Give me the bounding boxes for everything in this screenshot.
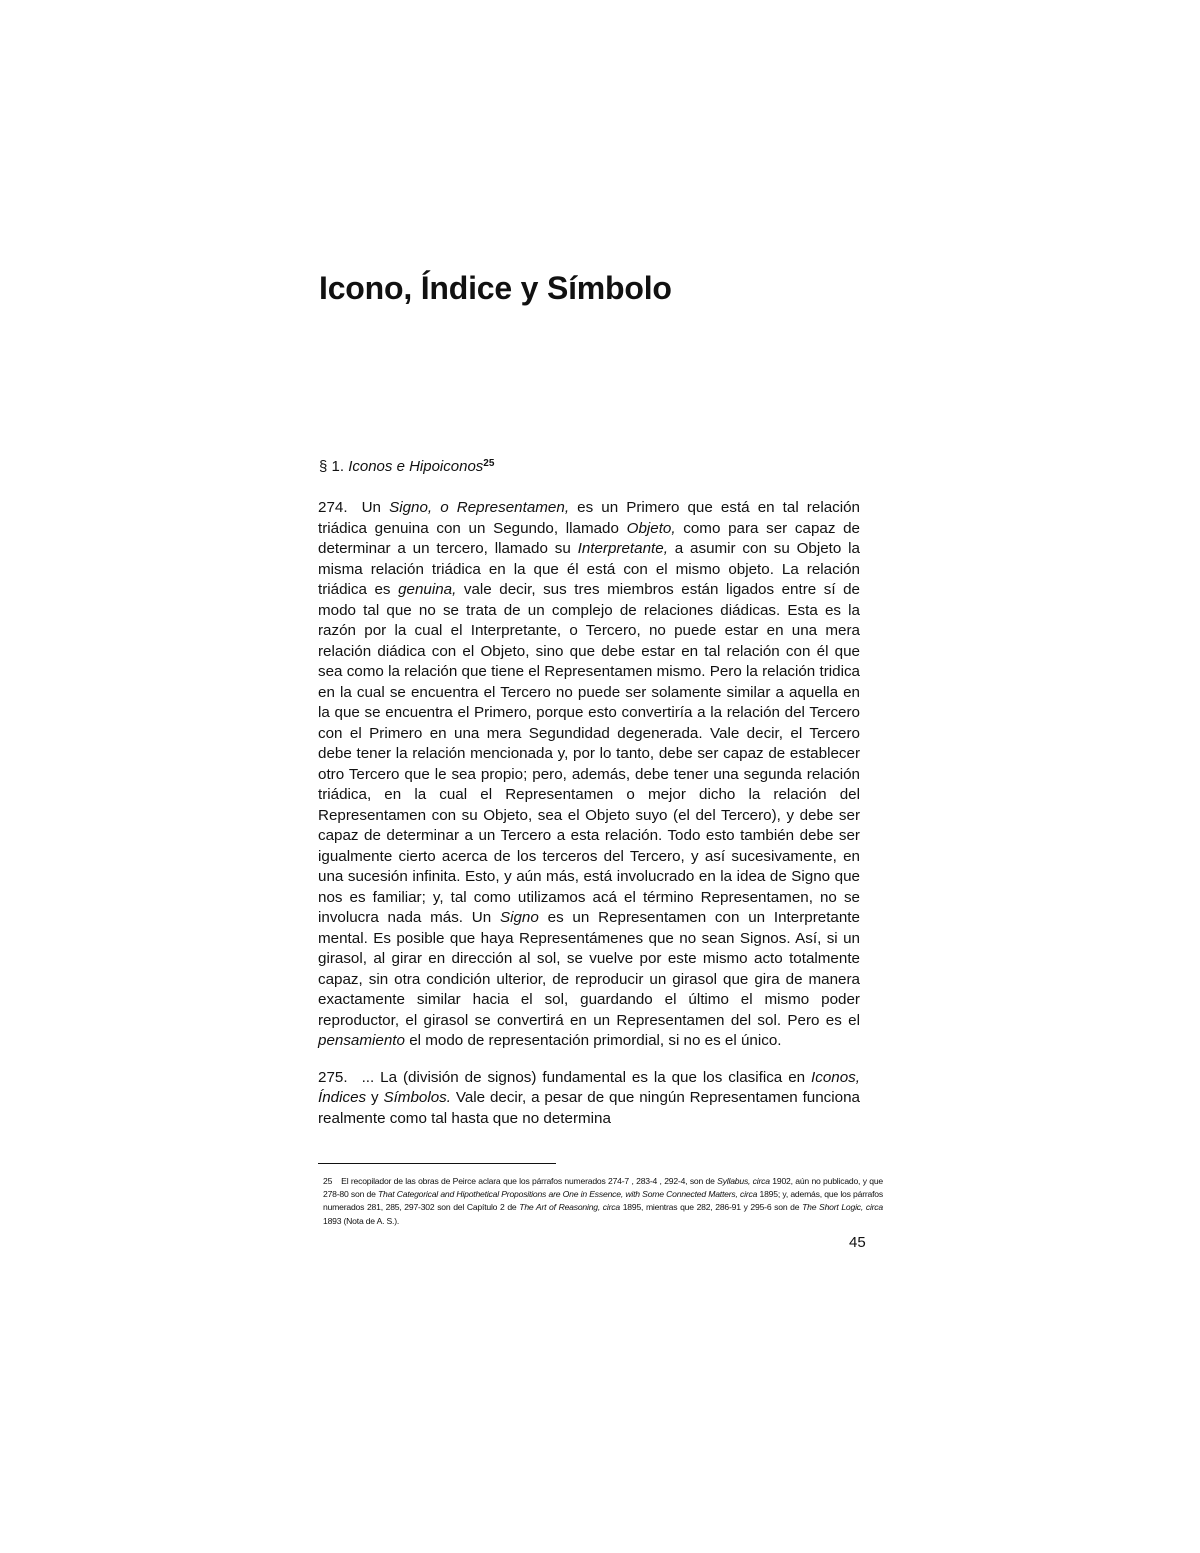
italic-text-run: Iconos, Índices: [318, 1068, 860, 1106]
paragraph-text: [318, 499, 860, 1049]
text-run: ... La (división de signos) fundamental es la que los clasifica en: [361, 1068, 812, 1086]
paragraph-number: 275.: [318, 1068, 348, 1086]
italic-text-run: The Art of Reasoning, circa: [519, 1202, 620, 1213]
text-run: a asumir con su Objeto la misma relación triádica en la que él está con el mismo objeto. La relación triádica es: [318, 540, 860, 598]
italic-text-run: Interpretante,: [577, 540, 668, 557]
paragraph-number: 274.: [318, 499, 348, 516]
text-run: El recopilador de las obras de Peirce aclara que los párrafos numerados 274-7 , 283-4 , 292-4, son de: [341, 1176, 718, 1186]
paragraph-274: [318, 498, 860, 1052]
page-number: 45: [849, 1234, 866, 1251]
text-run: Vale decir, a pesar de que ningún Representamen funciona realmente como tal hasta que no determina: [318, 1089, 860, 1127]
footnote: [323, 1175, 883, 1228]
italic-text-run: Objeto,: [626, 519, 676, 537]
italic-text-run: The Short Logic, circa: [802, 1202, 883, 1213]
text-run: 1895; y, además, que los párrafos numerados 281, 285, 297-302 son del Capítulo 2 de: [323, 1189, 883, 1213]
text-run: como para ser capaz de determinar a un tercero, llamado su: [318, 519, 860, 557]
section-title: Iconos e Hipoiconos: [348, 458, 484, 475]
paragraph-text: [318, 1069, 860, 1127]
italic-text-run: Syllabus, circa: [717, 1176, 770, 1186]
italic-text-run: genuina,: [398, 581, 457, 598]
text-run: vale decir, sus tres miembros están ligados entre sí de modo tal que no se trata de un complejo de relaciones diádicas. Esta es la razón por la cual el Interpretante, o Tercero, no puede estar en una mera relación diádica con el Objeto, sino que debe estar en tal relación con él que sea como la relación que tiene el Representamen mismo. Pero la relación tridica en la cual se encuentra el Tercero no puede ser solamente similar a aquella en la que se encuentra el Primero, porque esto convertiría a la relación del Tercero con el Primero en una mera Segundidad degenerada. Vale decir, el Tercero debe tener la relación mencionada y, por lo tanto, debe ser capaz de establecer otro Tercero que le sea propio; pero, además, debe tener una segunda relación triádica, en la cual el Representamen o mejor dicho la relación del Representamen con su Objeto, sea el Objeto suyo (el del Tercero), y debe ser capaz de determinar a un Tercero a esta relación. Todo esto también debe ser igualmente cierto acerca de los terceros del Tercero, y así sucesivamente, en una sucesión infinita. Esto, y aún más, está involucrado en la idea de Signo que nos es familiar; y, tal como utilizamos acá el término Representamen, no se involucra nada más. Un: [318, 581, 860, 926]
section-symbol: §: [319, 458, 328, 475]
section-number: 1.: [331, 458, 345, 475]
text-run: 1902, aún no publicado, y que 278-80 son de: [323, 1176, 883, 1200]
italic-text-run: Símbolos.: [383, 1089, 451, 1106]
text-run: Un: [361, 499, 390, 516]
text-run: 1893 (Nota de A. S.).: [323, 1215, 400, 1226]
italic-text-run: Signo: [499, 909, 539, 926]
body-text: [318, 498, 860, 1145]
text-run: y: [366, 1089, 384, 1106]
text-run: es un Primero que está en tal relación triádica genuina con un Segundo, llamado: [318, 499, 860, 537]
footnote-text: [323, 1176, 883, 1226]
text-run: 1895, mientras que 282, 286-91 y 295-6 son de: [619, 1202, 803, 1213]
paragraph-275: [318, 1068, 860, 1130]
footnote-divider: [318, 1163, 556, 1164]
italic-text-run: That Categorical and Hipothetical Propositions are One in Essence, with Some Connected Matters, circa: [378, 1189, 758, 1200]
footnote-reference[interactable]: 25: [483, 458, 495, 469]
footnote-number: 25: [323, 1176, 333, 1186]
text-run: el modo de representación primordial, si no es el único.: [404, 1032, 782, 1049]
text-run: es un Representamen con un Interpretante mental. Es posible que haya Representámenes que no sean Signos. Así, si un girasol, al girar en dirección al sol, se vuelve por este mismo acto totalmente capaz, sin otra condición ulterior, de reproducir un girasol que gira de manera exactamente similar hacia el sol, guardando el último el mismo poder reproductor, el girasol se convertirá en un Representamen del sol. Pero es el: [318, 909, 860, 1029]
chapter-title: Icono, Índice y Símbolo: [319, 270, 672, 306]
italic-text-run: pensamiento: [318, 1032, 405, 1049]
italic-text-run: Signo, o Representamen,: [389, 499, 570, 516]
section-heading: [319, 457, 494, 477]
